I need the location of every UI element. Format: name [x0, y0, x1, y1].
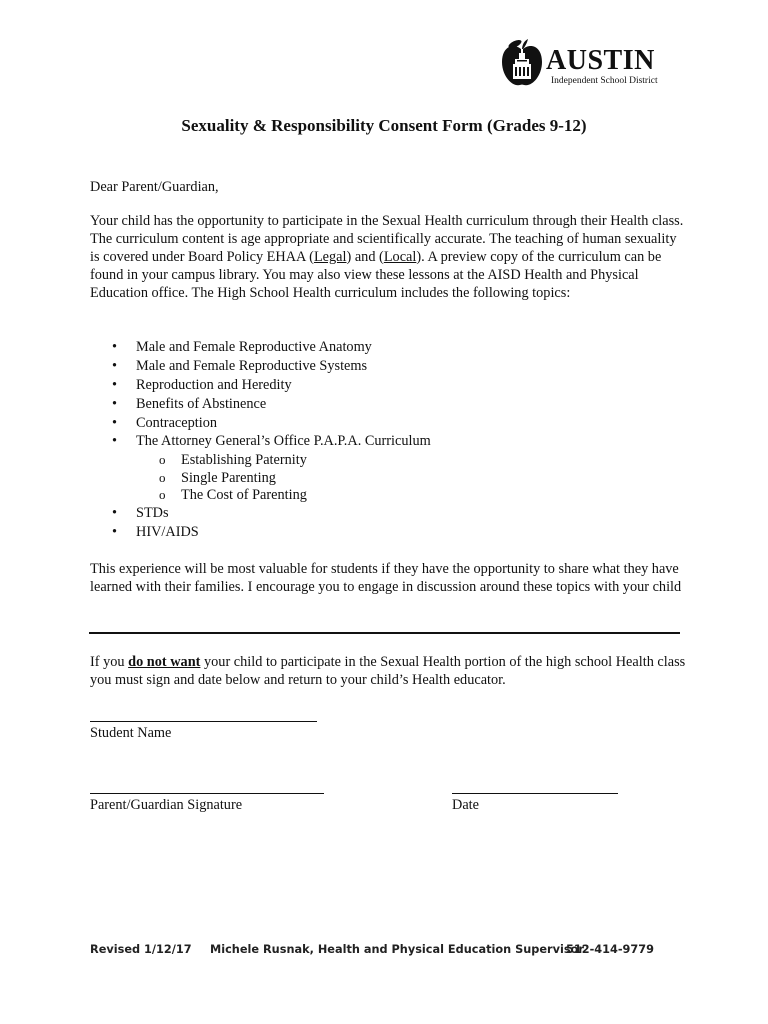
intro-text-3: ). A preview copy of the curriculum can be found in your campus library. You may also view these lessons at the AISD Health and Physical Education office. The High School Health curriculum includes the following topics: [90, 249, 662, 301]
opt-out-text-2: your child to participate in the Sexual Health portion of the high school Health class you must sign and date below and return to your child’s Health educator. [90, 654, 686, 688]
parent-signature-line[interactable] [90, 793, 324, 794]
opt-out-paragraph [90, 653, 688, 689]
intro-text-1: Your child has the opportunity to participate in the Sexual Health curriculum through their Health class. The curriculum content is age appropriate and scientifically accurate. The teaching of human sexuality is covered under Board Policy EHAA ( [90, 213, 684, 265]
logo-name: AUSTIN [546, 45, 655, 76]
opt-out-text-1: If you [90, 654, 129, 670]
student-name-label: Student Name [90, 725, 172, 741]
apple-building-icon [500, 38, 544, 88]
opt-out-emphasis: do not want [128, 654, 201, 670]
policy-legal-link[interactable]: Legal [313, 249, 347, 265]
intro-text-2: ) and ( [346, 249, 384, 265]
form-title: Sexuality & Responsibility Consent Form (Grades 9-12) [181, 116, 587, 135]
parent-signature-label: Parent/Guardian Signature [90, 797, 243, 813]
section-divider [89, 632, 680, 634]
district-logo [500, 38, 680, 90]
student-name-line[interactable] [90, 721, 317, 722]
footer-revised: Revised 1/12/17 [90, 943, 192, 956]
policy-local-link[interactable]: Local [383, 249, 417, 265]
date-label: Date [452, 797, 479, 813]
date-line[interactable] [452, 793, 618, 794]
logo-subtitle: Independent School District [551, 76, 658, 86]
footer-phone: 512-414-9779 [566, 943, 654, 956]
intro-paragraph [90, 212, 688, 302]
footer-contact: Michele Rusnak, Health and Physical Education Supervisor [210, 943, 584, 956]
closing-paragraph: This experience will be most valuable for students if they have the opportunity to share what they have learned with their families. I encourage you to engage in discussion around these topics with your child [90, 561, 682, 595]
salutation: Dear Parent/Guardian, [90, 179, 219, 195]
